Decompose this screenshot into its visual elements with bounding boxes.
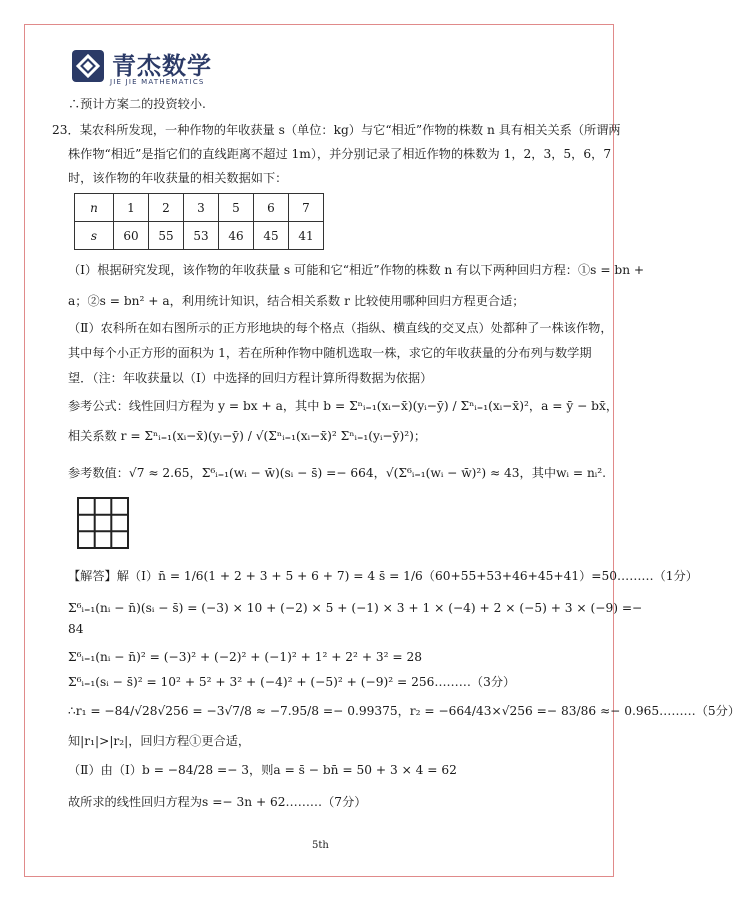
- question-line: 株作物“相近”是指它们的直线距离不超过 1m），并分别记录了相近作物的株数为 1，2，3，5，6，7: [68, 147, 612, 161]
- brand-subtitle: JIE JIE MATHEMATICS: [110, 78, 205, 86]
- table-cell: 60: [114, 222, 149, 250]
- table-cell: 41: [289, 222, 324, 250]
- question-line: 望．（注：年收获量以（Ⅰ）中选择的回归方程计算所得数据为依据）: [68, 371, 433, 385]
- table-cell: 5: [219, 194, 254, 222]
- table-cell: 53: [184, 222, 219, 250]
- table-cell: 7: [289, 194, 324, 222]
- solution-line: Σ⁶ᵢ₌₁(nᵢ − n̄)² = (−3)² + (−2)² + (−1)² + 1² + 2² + 3² = 28: [68, 650, 423, 664]
- solution-line: ∴r₁ = −84/√28√256 = −3√7/8 ≈ −7.95/8 =− 0.99375，r₂ = −664/43×√256 =− 83/86 ≈− 0.965………（5分）: [68, 704, 740, 718]
- table-cell: 55: [149, 222, 184, 250]
- formula-line: 参考数值：√7 ≈ 2.65，Σ⁶ᵢ₌₁(wᵢ − w̄)(sᵢ − s̄) =− 664，√(Σ⁶ᵢ₌₁(wᵢ − w̄)²) ≈ 43，其中wᵢ = nᵢ².: [68, 466, 607, 480]
- table-cell: n: [75, 194, 114, 222]
- brand-logo: [70, 48, 220, 94]
- table-cell: 46: [219, 222, 254, 250]
- brand-name: 青杰数学: [112, 52, 212, 80]
- question-line: （Ⅰ）根据研究发现，该作物的年收获量 s 可能和它“相近”作物的株数 n 有以下两种回归方程：①s = bn +: [68, 263, 645, 277]
- question-line: 23．某农科所发现，一种作物的年收获量 s（单位：kg）与它“相近”作物的株数 n 具有相关关系（所谓两: [52, 123, 621, 137]
- page-number: 5th: [312, 840, 329, 851]
- table-cell: 45: [254, 222, 289, 250]
- table-cell: s: [75, 222, 114, 250]
- question-line: a；②s = bn² + a，利用统计知识，结合相关系数 r 比较使用哪种回归方程更合适；: [68, 294, 525, 308]
- text-line: ∴预计方案二的投资较小.: [68, 97, 206, 111]
- question-line: 其中每个小正方形的面积为 1，若在所种作物中随机选取一株，求它的年收获量的分布列与数学期: [68, 346, 592, 360]
- question-line: 时，该作物的年收获量的相关数据如下：: [68, 171, 288, 185]
- solution-line: Σ⁶ᵢ₌₁(nᵢ − n̄)(sᵢ − s̄) = (−3) × 10 + (−2) × 5 + (−1) × 3 + 1 × (−4) + 2 × (−5) + 3 × (−9) =−: [68, 601, 643, 615]
- logo-mark-icon: [70, 48, 106, 84]
- formula-line: 相关系数 r = Σⁿᵢ₌₁(xᵢ−x̄)(yᵢ−ȳ) / √(Σⁿᵢ₌₁(xᵢ−x̄)² Σⁿᵢ₌₁(yᵢ−ȳ)²)；: [68, 429, 427, 443]
- table-cell: 2: [149, 194, 184, 222]
- table-cell: 6: [254, 194, 289, 222]
- data-table: [74, 193, 324, 250]
- table-cell: 3: [184, 194, 219, 222]
- table-cell: 1: [114, 194, 149, 222]
- question-line: （Ⅱ）农科所在如右图所示的正方形地块的每个格点（指纵、横直线的交叉点）处都种了一株该作物，: [68, 321, 613, 335]
- table-row: [75, 194, 324, 222]
- square-grid-figure: [77, 497, 129, 549]
- table-row: [75, 222, 324, 250]
- formula-line: 参考公式：线性回归方程为 y = bx + a，其中 b = Σⁿᵢ₌₁(xᵢ−x̄)(yᵢ−ȳ) / Σⁿᵢ₌₁(xᵢ−x̄)²，a = ȳ − bx̄，: [68, 399, 619, 413]
- solution-line: 【解答】解（Ⅰ）n̄ = 1/6(1 + 2 + 3 + 5 + 6 + 7) = 4 s̄ = 1/6（60+55+53+46+45+41）=50………（1分）: [68, 569, 698, 583]
- solution-line: 知|r₁|>|r₂|，回归方程①更合适，: [68, 734, 251, 748]
- solution-line: Σ⁶ᵢ₌₁(sᵢ − s̄)² = 10² + 5² + 3² + (−4)² + (−5)² + (−9)² = 256………（3分）: [68, 675, 516, 689]
- solution-line: 故所求的线性回归方程为s =− 3n + 62………（7分）: [68, 795, 367, 809]
- solution-line: （Ⅱ）由（Ⅰ）b = −84/28 =− 3，则a = s̄ − bn̄ = 50 + 3 × 4 = 62: [68, 763, 457, 777]
- solution-line: 84: [68, 622, 84, 636]
